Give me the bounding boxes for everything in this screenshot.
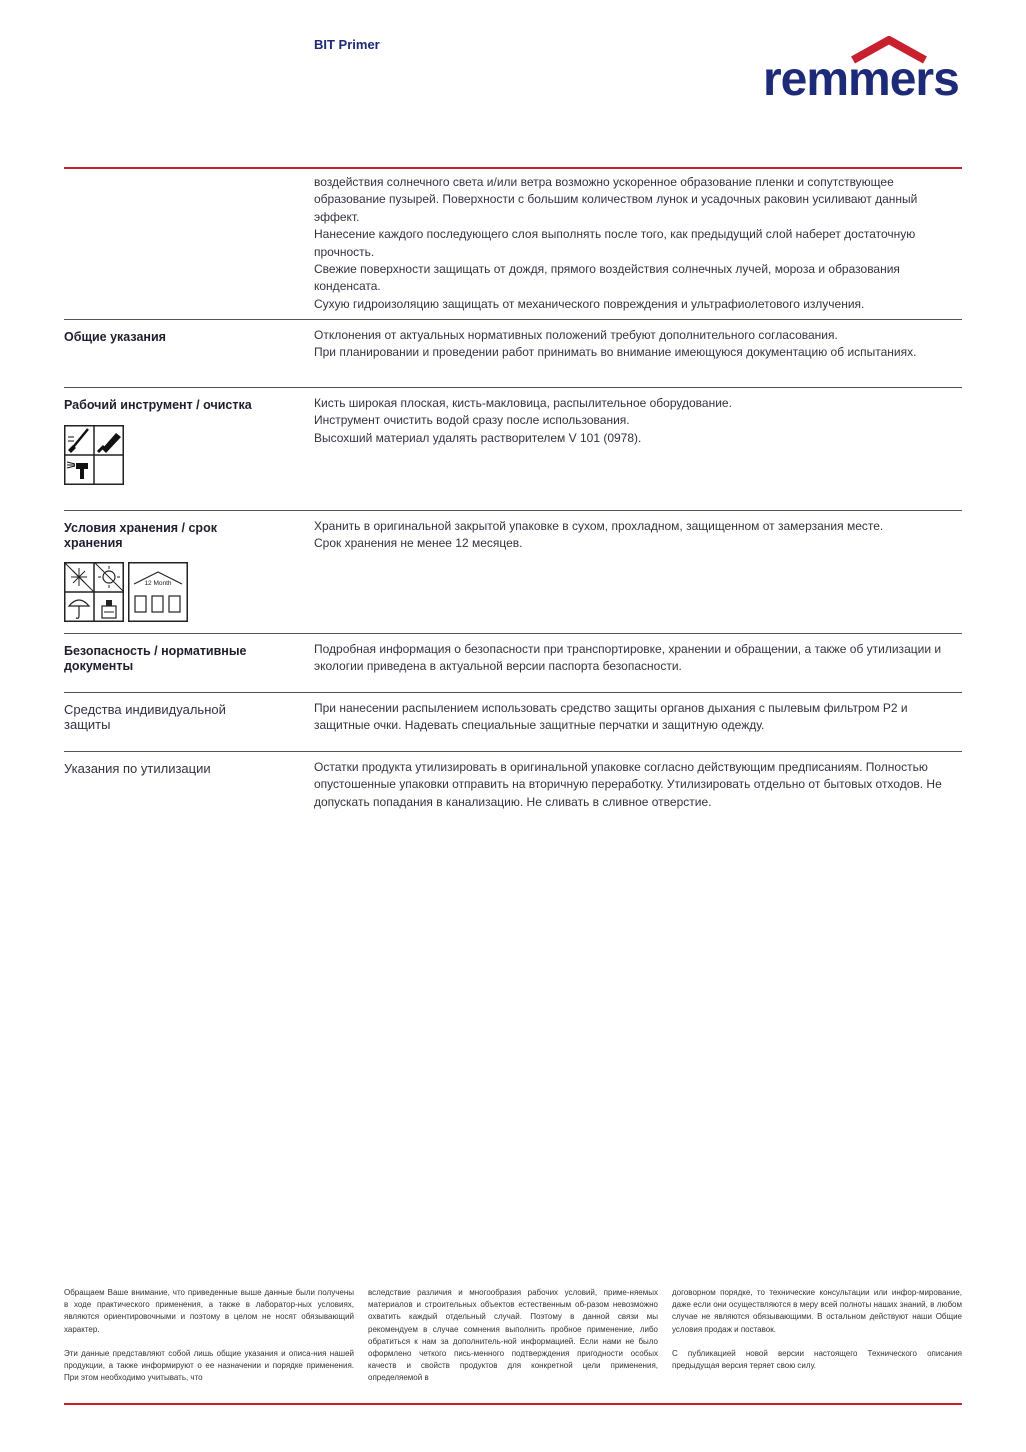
section-label: Общие указания [64,330,166,344]
footer-column [64,1287,354,1397]
section-storage [64,511,962,634]
footer-column [672,1287,962,1397]
tools-pictogram [64,425,124,485]
section-text [314,752,962,817]
shelf-life-label: 12 Month [144,580,172,587]
footer-divider [64,1403,962,1405]
paragraph: Кисть широкая плоская, кисть-макловица, распылительное оборудование. [314,396,732,410]
section-disposal [64,752,962,817]
remmers-logo [763,36,963,106]
section-label: Условия хранения / срок хранения [64,521,217,550]
section-general [64,320,962,388]
section-label: Средства индивидуальной защиты [64,702,226,732]
paragraph: При планировании и проведении работ принимать во внимание имеющуюся документацию об испытаниях. [314,345,917,360]
section-safety [64,634,962,693]
section-continuation [64,169,962,320]
section-text [314,320,962,387]
logo-text: remmers [763,53,959,106]
footer-paragraph: договорном порядке, то технические консультации или инфор-мирование, даже если они осуществляются в меру всей полноты наших знаний, в любом случае не являются обязывающими. В остальном действуют наши Общие условия продаж и поставок. [672,1288,962,1334]
section-text [314,634,962,692]
footer-paragraph: Эти данные представляют собой лишь общие указания и описа-ния нашей продукции, а также информируют о ее назначении и порядке применения. При этом необходимо учитывать, что [64,1348,354,1383]
storage-icons [64,562,314,622]
footer-paragraph: вследствие различия и многообразия рабочих условий, приме-няемых материалов и строительных объектов естественным об-разом невозможно охватить каждый отдельный случай. Поэтому в данной связи мы рекомендуем в случае сомнения выполнить пробное применение, либо обратиться к нам за дополнитель-ной информацией. Если нами не было оформлено четкого пись-менного подтверждения пригодности особых качеств и свойств продуктов для конкретной цели применения, определяемой в [368,1288,658,1383]
section-text [314,388,962,510]
content-sections [64,169,962,817]
paragraph: При нанесении распылением использовать средство защиты органов дыхания с пылевым фильтром P2 и защитные очки. Надевать специальные защитные перчатки и защитную одежду. [314,701,908,733]
section-label: Рабочий инструмент / очистка [64,398,252,412]
product-title: BIT Primer [314,37,380,52]
shelf-life-icon [128,562,188,622]
paragraph: Нанесение каждого последующего слоя выполнять после того, как предыдущий слой наберет достаточную прочность. [314,227,916,259]
footer-paragraph: Обращаем Ваше внимание, что приведенные выше данные были получены в ходе практического применения, а также в лаборатор-ных условиях, являются ориентировочными и поэтому в целом не носят обязывающий характер. [64,1288,354,1334]
paragraph: Хранить в оригинальной закрытой упаковке в сухом, прохладном, защищенном от замерзания месте. [314,519,884,533]
tools-icons [64,425,314,485]
section-label: Указания по утилизации [64,761,211,776]
paragraph: Сухую гидроизоляцию защищать от механического повреждения и ультрафиолетового излучения. [314,296,865,311]
footer-column [368,1287,658,1397]
paragraph: Высохший материал удалять растворителем V 101 (0978). [314,430,642,445]
footer-paragraph: С публикацией новой версии настоящего Технического описания предыдущая версия теряет свою силу. [672,1348,962,1371]
paragraph: Отклонения от актуальных нормативных положений требуют дополнительного согласования. [314,328,838,342]
section-text [314,693,962,751]
section-ppe [64,693,962,752]
section-label: Безопасность / нормативные документы [64,644,247,673]
paragraph: Подробная информация о безопасности при транспортировке, хранении и обращении, а также об утилизации и экологии приведена в актуальной версии паспорта безопасности. [314,642,942,674]
paragraph: воздействия солнечного света и/или ветра возможно ускоренное образование пленки и сопутствующее образование пузырей. Поверхности с большим количеством лунок и усадочных раковин усиливают данный эффект. [314,175,918,224]
paragraph: Остатки продукта утилизировать в оригинальной упаковке согласно действующим предписаниям. Полностью опустошенные упаковки отправить на вторичную переработку. Утилизировать отдельно от бытовых отходов. Не допускать попадания в канализацию. Не сливать в сливное отверстие. [314,760,942,809]
section-tools [64,388,962,511]
continuation-text [314,169,962,319]
paragraph: Инструмент очистить водой сразу после использования. [314,413,630,428]
paragraph: Свежие поверхности защищать от дождя, прямого воздействия солнечных лучей, мороза и образования конденсата. [314,262,900,294]
section-text [314,511,962,633]
paragraph: Срок хранения не менее 12 месяцев. [314,536,523,551]
footer-disclaimer [64,1287,962,1397]
storage-conditions-icon [64,562,124,622]
